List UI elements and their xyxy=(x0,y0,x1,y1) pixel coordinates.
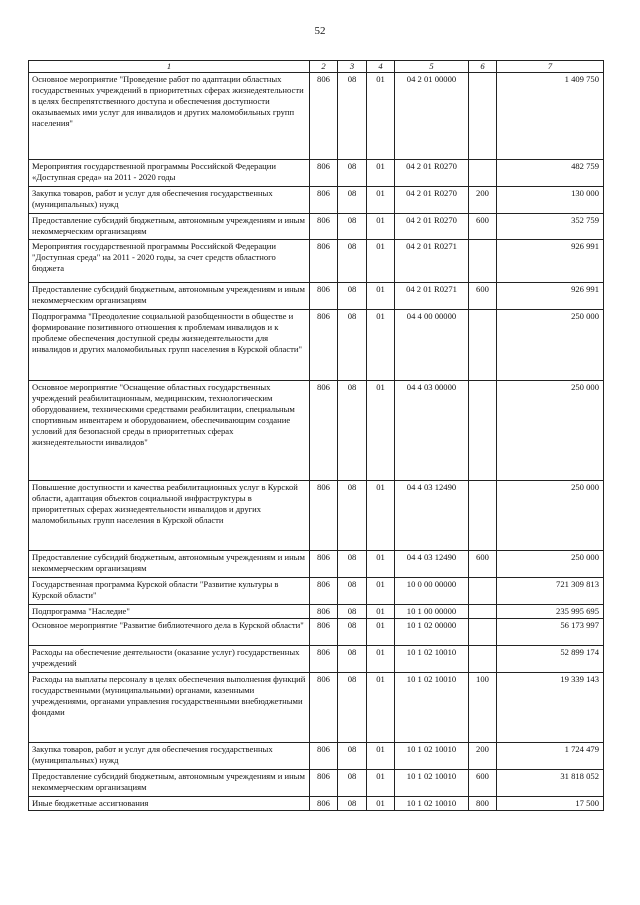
cell-subsection-code: 01 xyxy=(367,605,395,619)
cell-ministry-code: 806 xyxy=(310,605,338,619)
cell-amount: 352 759 xyxy=(497,214,604,240)
cell-expense-type xyxy=(469,310,497,381)
cell-amount: 482 759 xyxy=(497,160,604,187)
table-row xyxy=(29,240,604,283)
cell-subsection-code: 01 xyxy=(367,481,395,551)
table-row xyxy=(29,551,604,578)
budget-table xyxy=(28,60,604,811)
column-header: 1 xyxy=(29,61,310,73)
cell-expense-type xyxy=(469,160,497,187)
cell-amount: 1 724 479 xyxy=(497,743,604,770)
page-number: 52 xyxy=(314,25,326,37)
column-header: 2 xyxy=(310,61,338,73)
row-name: Основное мероприятие "Проведение работ по адаптации областных государственных учреждений в приоритетных сферах жизнедеятельности в целях беспрепятственного доступа и обеспечения доступности оказываемых ими услуг для инвалидов и других маломобильных групп населения" xyxy=(29,73,310,160)
row-name: Предоставление субсидий бюджетным, автономным учреждениям и иным некоммерческим организациям xyxy=(29,770,310,797)
cell-expense-type xyxy=(469,73,497,160)
cell-target-article: 04 2 01 R0270 xyxy=(395,187,469,214)
column-header-row xyxy=(29,61,604,73)
table-row xyxy=(29,310,604,381)
table-row xyxy=(29,770,604,797)
cell-target-article: 04 2 01 R0271 xyxy=(395,283,469,310)
column-header: 7 xyxy=(497,61,604,73)
cell-expense-type: 600 xyxy=(469,283,497,310)
cell-subsection-code: 01 xyxy=(367,283,395,310)
cell-target-article: 10 1 02 10010 xyxy=(395,797,469,811)
cell-ministry-code: 806 xyxy=(310,646,338,673)
cell-section-code: 08 xyxy=(338,605,367,619)
cell-section-code: 08 xyxy=(338,797,367,811)
column-header: 3 xyxy=(338,61,367,73)
cell-section-code: 08 xyxy=(338,381,367,481)
cell-target-article: 04 4 03 12490 xyxy=(395,481,469,551)
cell-subsection-code: 01 xyxy=(367,578,395,605)
cell-target-article: 04 2 01 00000 xyxy=(395,73,469,160)
cell-ministry-code: 806 xyxy=(310,381,338,481)
row-name: Мероприятия государственной программы Российской Федерации «Доступная среда» на 2011 - 2020 годы xyxy=(29,160,310,187)
row-name: Закупка товаров, работ и услуг для обеспечения государственных (муниципальных) нужд xyxy=(29,743,310,770)
cell-section-code: 08 xyxy=(338,619,367,646)
row-name: Повышение доступности и качества реабилитационных услуг в Курской области, адаптация объектов социальной инфраструктуры в приоритетных сферах жизнедеятельности инвалидов и других маломобильных групп населения в Курской области xyxy=(29,481,310,551)
cell-expense-type xyxy=(469,646,497,673)
row-name: Предоставление субсидий бюджетным, автономным учреждениям и иным некоммерческим организациям xyxy=(29,214,310,240)
cell-subsection-code: 01 xyxy=(367,646,395,673)
table-row xyxy=(29,481,604,551)
cell-section-code: 08 xyxy=(338,646,367,673)
cell-ministry-code: 806 xyxy=(310,481,338,551)
cell-target-article: 10 1 02 10010 xyxy=(395,743,469,770)
table-row xyxy=(29,283,604,310)
cell-subsection-code: 01 xyxy=(367,310,395,381)
cell-target-article: 10 1 02 10010 xyxy=(395,646,469,673)
cell-expense-type: 600 xyxy=(469,770,497,797)
table-row xyxy=(29,187,604,214)
row-name: Подпрограмма "Преодоление социальной разобщенности в обществе и формирование позитивного отношения к проблемам инвалидов и к проблеме обеспечения доступной среды жизнедеятельности для инвалидов и других маломобильных групп населения в Курской области" xyxy=(29,310,310,381)
cell-expense-type: 800 xyxy=(469,797,497,811)
cell-target-article: 10 1 02 00000 xyxy=(395,619,469,646)
cell-amount: 1 409 750 xyxy=(497,73,604,160)
cell-amount: 926 991 xyxy=(497,283,604,310)
table-row xyxy=(29,797,604,811)
cell-expense-type xyxy=(469,619,497,646)
table-row xyxy=(29,578,604,605)
cell-subsection-code: 01 xyxy=(367,381,395,481)
row-name: Расходы на выплаты персоналу в целях обеспечения выполнения функций государственными (муниципальными) органами, казенными учреждениями, органами управления государственными внебюджетными фондами xyxy=(29,673,310,743)
cell-amount: 52 899 174 xyxy=(497,646,604,673)
row-name: Мероприятия государственной программы Российской Федерации "Доступная среда" на 2011 - 2020 годы, за счет средств областного бюджета xyxy=(29,240,310,283)
cell-ministry-code: 806 xyxy=(310,73,338,160)
cell-amount: 721 309 813 xyxy=(497,578,604,605)
cell-subsection-code: 01 xyxy=(367,551,395,578)
cell-expense-type xyxy=(469,481,497,551)
cell-subsection-code: 01 xyxy=(367,73,395,160)
cell-amount: 250 000 xyxy=(497,381,604,481)
row-name: Основное мероприятие "Развитие библиотечного дела в Курской области" xyxy=(29,619,310,646)
cell-ministry-code: 806 xyxy=(310,214,338,240)
cell-target-article: 10 1 00 00000 xyxy=(395,605,469,619)
cell-expense-type xyxy=(469,381,497,481)
cell-amount: 926 991 xyxy=(497,240,604,283)
cell-ministry-code: 806 xyxy=(310,673,338,743)
table-row xyxy=(29,673,604,743)
cell-amount: 250 000 xyxy=(497,481,604,551)
cell-amount: 250 000 xyxy=(497,310,604,381)
cell-subsection-code: 01 xyxy=(367,743,395,770)
cell-expense-type: 100 xyxy=(469,673,497,743)
cell-ministry-code: 806 xyxy=(310,283,338,310)
table-row xyxy=(29,381,604,481)
table-row xyxy=(29,73,604,160)
column-header: 5 xyxy=(395,61,469,73)
row-name: Основное мероприятие "Оснащение областных государственных учреждений реабилитационным, медицинским, технологическим оборудованием, техническими средствами реабилитации, специальным спортивным инвентарем и оборудованием, обеспечивающим создание условий для безопасной среды в приоритетных сферах жизнедеятельности инвалидов" xyxy=(29,381,310,481)
cell-ministry-code: 806 xyxy=(310,743,338,770)
cell-target-article: 04 2 01 R0271 xyxy=(395,240,469,283)
cell-expense-type xyxy=(469,578,497,605)
row-name: Предоставление субсидий бюджетным, автономным учреждениям и иным некоммерческим организациям xyxy=(29,283,310,310)
cell-subsection-code: 01 xyxy=(367,619,395,646)
row-name: Государственная программа Курской области "Развитие культуры в Курской области" xyxy=(29,578,310,605)
cell-ministry-code: 806 xyxy=(310,551,338,578)
cell-ministry-code: 806 xyxy=(310,187,338,214)
cell-subsection-code: 01 xyxy=(367,214,395,240)
cell-subsection-code: 01 xyxy=(367,770,395,797)
cell-section-code: 08 xyxy=(338,240,367,283)
cell-section-code: 08 xyxy=(338,481,367,551)
cell-amount: 56 173 997 xyxy=(497,619,604,646)
cell-amount: 19 339 143 xyxy=(497,673,604,743)
cell-section-code: 08 xyxy=(338,770,367,797)
cell-subsection-code: 01 xyxy=(367,187,395,214)
cell-amount: 235 995 695 xyxy=(497,605,604,619)
row-name: Иные бюджетные ассигнования xyxy=(29,797,310,811)
column-header: 4 xyxy=(367,61,395,73)
row-name: Закупка товаров, работ и услуг для обеспечения государственных (муниципальных) нужд xyxy=(29,187,310,214)
table-row xyxy=(29,605,604,619)
cell-target-article: 04 4 03 00000 xyxy=(395,381,469,481)
column-header: 6 xyxy=(469,61,497,73)
cell-section-code: 08 xyxy=(338,214,367,240)
cell-expense-type: 200 xyxy=(469,743,497,770)
cell-amount: 17 500 xyxy=(497,797,604,811)
cell-section-code: 08 xyxy=(338,160,367,187)
cell-section-code: 08 xyxy=(338,73,367,160)
cell-amount: 130 000 xyxy=(497,187,604,214)
cell-target-article: 04 4 03 12490 xyxy=(395,551,469,578)
cell-ministry-code: 806 xyxy=(310,240,338,283)
cell-amount: 31 818 052 xyxy=(497,770,604,797)
cell-ministry-code: 806 xyxy=(310,310,338,381)
cell-target-article: 04 2 01 R0270 xyxy=(395,214,469,240)
cell-target-article: 04 4 00 00000 xyxy=(395,310,469,381)
cell-subsection-code: 01 xyxy=(367,240,395,283)
cell-section-code: 08 xyxy=(338,551,367,578)
table-row xyxy=(29,743,604,770)
cell-target-article: 10 1 02 10010 xyxy=(395,673,469,743)
cell-amount: 250 000 xyxy=(497,551,604,578)
cell-ministry-code: 806 xyxy=(310,770,338,797)
table-row xyxy=(29,160,604,187)
table-row xyxy=(29,214,604,240)
cell-expense-type xyxy=(469,240,497,283)
cell-subsection-code: 01 xyxy=(367,673,395,743)
cell-subsection-code: 01 xyxy=(367,160,395,187)
cell-expense-type: 600 xyxy=(469,214,497,240)
cell-ministry-code: 806 xyxy=(310,619,338,646)
cell-expense-type: 200 xyxy=(469,187,497,214)
cell-subsection-code: 01 xyxy=(367,797,395,811)
cell-section-code: 08 xyxy=(338,673,367,743)
cell-target-article: 04 2 01 R0270 xyxy=(395,160,469,187)
cell-expense-type xyxy=(469,605,497,619)
cell-section-code: 08 xyxy=(338,578,367,605)
table-row xyxy=(29,619,604,646)
cell-target-article: 10 0 00 00000 xyxy=(395,578,469,605)
cell-section-code: 08 xyxy=(338,743,367,770)
cell-section-code: 08 xyxy=(338,187,367,214)
row-name: Предоставление субсидий бюджетным, автономным учреждениям и иным некоммерческим организациям xyxy=(29,551,310,578)
cell-expense-type: 600 xyxy=(469,551,497,578)
cell-target-article: 10 1 02 10010 xyxy=(395,770,469,797)
row-name: Расходы на обеспечение деятельности (оказание услуг) государственных учреждений xyxy=(29,646,310,673)
cell-ministry-code: 806 xyxy=(310,797,338,811)
cell-section-code: 08 xyxy=(338,283,367,310)
table-row xyxy=(29,646,604,673)
cell-ministry-code: 806 xyxy=(310,578,338,605)
row-name: Подпрограмма "Наследие" xyxy=(29,605,310,619)
cell-ministry-code: 806 xyxy=(310,160,338,187)
cell-section-code: 08 xyxy=(338,310,367,381)
